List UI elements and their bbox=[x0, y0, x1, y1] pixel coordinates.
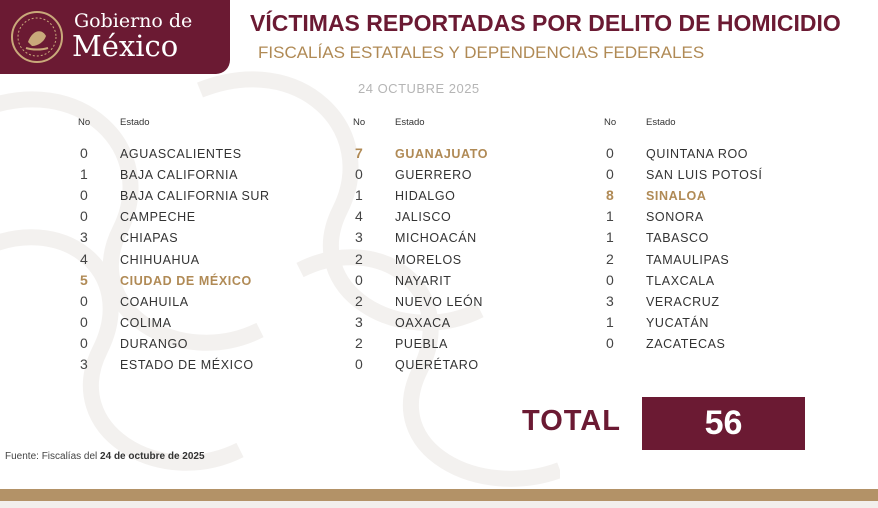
victims-count: 3 bbox=[606, 292, 614, 309]
state-name: SAN LUIS POTOSÍ bbox=[646, 168, 763, 183]
state-name: NAYARIT bbox=[395, 273, 452, 288]
victims-count: 4 bbox=[355, 208, 363, 225]
source-date: 24 de octubre de 2025 bbox=[100, 451, 205, 462]
victims-count: 1 bbox=[80, 166, 88, 183]
victims-count: 0 bbox=[355, 166, 363, 183]
bottom-strip bbox=[0, 501, 878, 508]
report-date: 24 OCTUBRE 2025 bbox=[358, 81, 480, 96]
state-name: CIUDAD DE MÉXICO bbox=[120, 273, 252, 288]
state-name: BAJA CALIFORNIA SUR bbox=[120, 189, 270, 204]
state-name: BAJA CALIFORNIA bbox=[120, 168, 239, 183]
victims-count: 3 bbox=[355, 229, 363, 246]
state-name: GUANAJUATO bbox=[395, 147, 489, 161]
victims-count: 8 bbox=[606, 187, 614, 204]
state-name: VERACRUZ bbox=[646, 294, 720, 309]
state-name: TABASCO bbox=[646, 231, 710, 246]
state-name: TAMAULIPAS bbox=[646, 252, 730, 267]
source-prefix: Fuente: Fiscalías del bbox=[5, 451, 101, 462]
victims-count: 3 bbox=[355, 313, 363, 330]
national-seal-icon bbox=[10, 10, 64, 64]
column-header-estado: Estado bbox=[120, 117, 150, 128]
column-header-no: No bbox=[78, 117, 91, 128]
logo-line-2: México bbox=[72, 29, 179, 63]
state-name: TLAXCALA bbox=[646, 273, 715, 288]
state-name: HIDALGO bbox=[395, 189, 456, 204]
page-subtitle: FISCALÍAS ESTATALES Y DEPENDENCIAS FEDERALES bbox=[258, 43, 705, 62]
state-name: GUERRERO bbox=[395, 168, 473, 183]
state-name: ESTADO DE MÉXICO bbox=[120, 358, 254, 372]
state-name: OAXACA bbox=[395, 315, 451, 330]
total-label: TOTAL bbox=[522, 405, 621, 437]
victims-count: 3 bbox=[80, 229, 88, 246]
state-name: JALISCO bbox=[395, 210, 452, 225]
state-name: CAMPECHE bbox=[120, 210, 196, 225]
victims-count: 0 bbox=[355, 271, 363, 288]
column-header-no: No bbox=[353, 117, 366, 128]
column-header-estado: Estado bbox=[395, 117, 425, 128]
victims-count: 0 bbox=[80, 334, 88, 351]
government-logo bbox=[0, 0, 230, 74]
total-value: 56 bbox=[642, 397, 805, 450]
state-name: SONORA bbox=[646, 210, 704, 225]
victims-count: 2 bbox=[606, 250, 614, 267]
state-name: YUCATÁN bbox=[646, 315, 710, 330]
victims-count: 0 bbox=[606, 334, 614, 351]
page-title: VÍCTIMAS REPORTADAS POR DELITO DE HOMICIDIO bbox=[250, 10, 841, 36]
victims-count: 5 bbox=[80, 271, 88, 288]
victims-count: 2 bbox=[355, 334, 363, 351]
state-name: PUEBLA bbox=[395, 336, 448, 351]
victims-count: 0 bbox=[80, 187, 88, 204]
state-name: QUINTANA ROO bbox=[646, 147, 749, 161]
victims-count: 0 bbox=[80, 313, 88, 330]
victims-count: 7 bbox=[355, 145, 363, 161]
state-name: COAHUILA bbox=[120, 294, 189, 309]
victims-count: 0 bbox=[606, 166, 614, 183]
victims-count: 2 bbox=[355, 250, 363, 267]
victims-count: 1 bbox=[355, 187, 363, 204]
victims-count: 0 bbox=[606, 271, 614, 288]
victims-count: 0 bbox=[80, 292, 88, 309]
victims-count: 1 bbox=[606, 229, 614, 246]
state-name: QUERÉTARO bbox=[395, 358, 479, 372]
victims-count: 3 bbox=[80, 356, 88, 372]
victims-count: 1 bbox=[606, 313, 614, 330]
victims-count: 0 bbox=[80, 208, 88, 225]
victims-count: 0 bbox=[355, 356, 363, 372]
logo-line-1: Gobierno de bbox=[74, 10, 193, 32]
state-name: COLIMA bbox=[120, 315, 172, 330]
state-name: MORELOS bbox=[395, 252, 462, 267]
state-name: SINALOA bbox=[646, 189, 707, 204]
state-name: ZACATECAS bbox=[646, 336, 726, 351]
victims-count: 1 bbox=[606, 208, 614, 225]
victims-count: 0 bbox=[80, 145, 88, 161]
state-name: MICHOACÁN bbox=[395, 231, 477, 246]
state-name: NUEVO LEÓN bbox=[395, 294, 483, 309]
state-name: AGUASCALIENTES bbox=[120, 147, 242, 161]
state-name: DURANGO bbox=[120, 336, 189, 351]
victims-count: 2 bbox=[355, 292, 363, 309]
victims-count: 0 bbox=[606, 145, 614, 161]
source-note bbox=[5, 451, 205, 462]
column-header-estado: Estado bbox=[646, 117, 676, 128]
state-name: CHIAPAS bbox=[120, 231, 179, 246]
bottom-bar bbox=[0, 489, 878, 501]
victims-count: 4 bbox=[80, 250, 88, 267]
column-header-no: No bbox=[604, 117, 617, 128]
state-name: CHIHUAHUA bbox=[120, 252, 200, 267]
